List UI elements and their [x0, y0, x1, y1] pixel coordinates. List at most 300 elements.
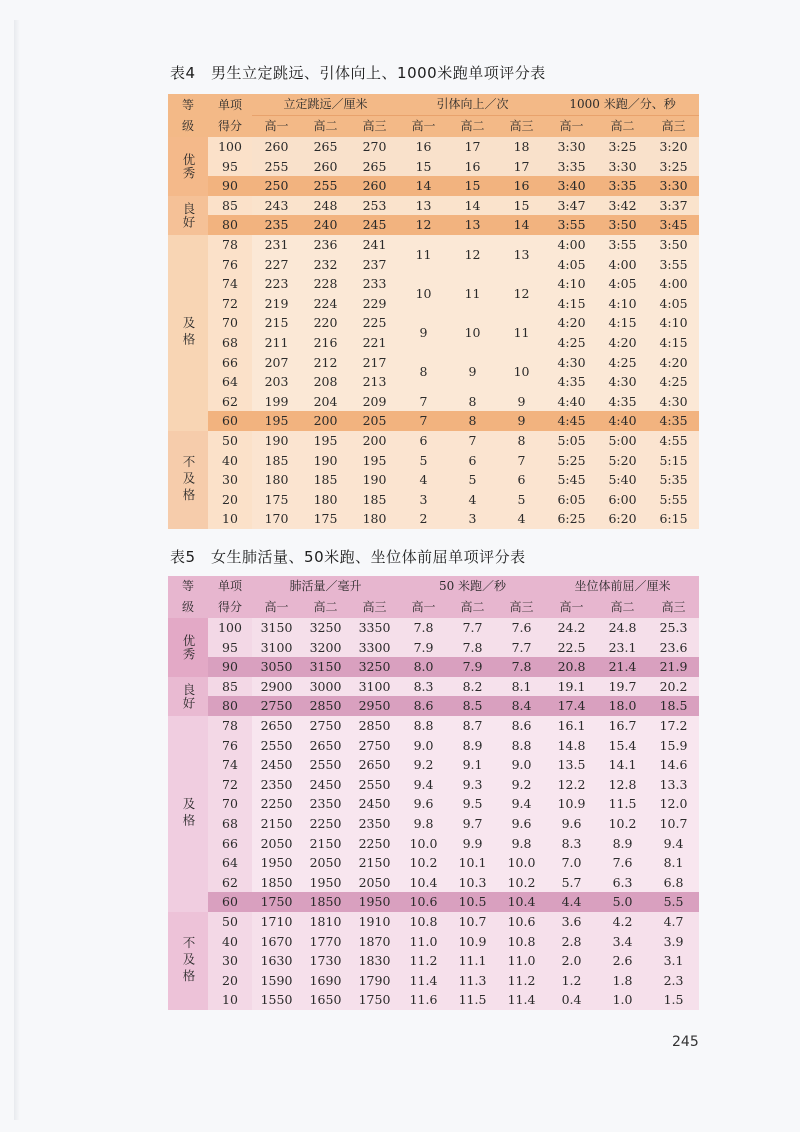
value-cell: 4	[448, 490, 497, 510]
score-cell: 76	[208, 255, 252, 275]
value-cell: 5	[448, 470, 497, 490]
table-row	[168, 157, 699, 177]
value-cell: 19.1	[546, 677, 597, 697]
value-cell: 7.0	[546, 853, 597, 873]
value-cell: 8.9	[448, 736, 497, 756]
value-cell: 8.8	[497, 736, 546, 756]
value-cell: 2450	[301, 775, 350, 795]
score-cell: 40	[208, 451, 252, 471]
value-cell: 213	[350, 372, 399, 392]
score-cell: 95	[208, 157, 252, 177]
value-cell: 13	[399, 196, 448, 216]
value-cell: 7	[448, 431, 497, 451]
value-cell: 7	[497, 451, 546, 471]
value-cell: 250	[252, 176, 301, 196]
value-cell: 8	[497, 431, 546, 451]
value-cell: 6.3	[597, 873, 648, 893]
score-cell: 80	[208, 696, 252, 716]
value-cell: 6	[399, 431, 448, 451]
score-cell: 70	[208, 313, 252, 333]
header-subcolumn: 高二	[301, 116, 350, 138]
value-cell: 17	[497, 157, 546, 177]
header-subcolumn: 高三	[497, 116, 546, 138]
value-cell: 24.8	[597, 618, 648, 638]
table-row	[168, 736, 699, 756]
value-cell: 16	[448, 157, 497, 177]
score-cell: 78	[208, 716, 252, 736]
score-cell: 68	[208, 814, 252, 834]
value-cell: 7.8	[448, 638, 497, 658]
value-cell: 9.4	[497, 794, 546, 814]
header-subcolumn: 高一	[399, 116, 448, 138]
value-cell: 4:45	[546, 411, 597, 431]
value-cell: 8.9	[597, 834, 648, 854]
header-group: 肺活量／毫升	[252, 576, 399, 597]
value-cell: 2.8	[546, 932, 597, 952]
header-subcolumn: 高二	[301, 597, 350, 618]
value-cell: 1690	[301, 971, 350, 991]
value-cell: 13	[448, 215, 497, 235]
score-cell: 60	[208, 892, 252, 912]
value-cell: 14	[497, 215, 546, 235]
value-cell: 0.4	[546, 990, 597, 1010]
value-cell: 8.8	[399, 716, 448, 736]
score-cell: 30	[208, 951, 252, 971]
value-cell: 8.0	[399, 657, 448, 677]
header-group: 坐位体前屈／厘米	[546, 576, 699, 597]
table-row	[168, 873, 699, 893]
value-cell: 5.0	[597, 892, 648, 912]
value-cell: 7.8	[399, 618, 448, 638]
value-cell: 2750	[252, 696, 301, 716]
value-cell: 16.7	[597, 716, 648, 736]
value-cell: 4.2	[597, 912, 648, 932]
value-cell: 5	[497, 490, 546, 510]
table-row	[168, 696, 699, 716]
value-cell: 9.8	[399, 814, 448, 834]
score-cell: 64	[208, 372, 252, 392]
table5-girls-score-table	[168, 576, 699, 1010]
value-cell: 4:10	[597, 294, 648, 314]
value-cell: 229	[350, 294, 399, 314]
header-subcolumn: 高二	[597, 116, 648, 138]
value-cell: 3200	[301, 638, 350, 658]
value-cell: 6:15	[648, 509, 699, 529]
value-cell: 19.7	[597, 677, 648, 697]
value-cell: 18.5	[648, 696, 699, 716]
score-cell: 64	[208, 853, 252, 873]
value-cell: 8.1	[648, 853, 699, 873]
value-cell: 3300	[350, 638, 399, 658]
value-cell: 1730	[301, 951, 350, 971]
value-cell: 3:30	[597, 157, 648, 177]
grade-label: 良好	[168, 196, 208, 235]
value-cell: 4:30	[546, 353, 597, 373]
score-cell: 85	[208, 677, 252, 697]
value-cell: 10.0	[497, 853, 546, 873]
value-cell: 216	[301, 333, 350, 353]
value-cell: 5.5	[648, 892, 699, 912]
value-cell: 2150	[252, 814, 301, 834]
value-cell: 4:40	[597, 411, 648, 431]
value-cell: 4:40	[546, 392, 597, 412]
table-row	[168, 990, 699, 1010]
value-cell: 10.9	[448, 932, 497, 952]
value-cell: 3100	[252, 638, 301, 658]
score-cell: 70	[208, 794, 252, 814]
value-cell: 2650	[350, 755, 399, 775]
value-cell: 8.1	[497, 677, 546, 697]
value-cell: 14	[399, 176, 448, 196]
value-cell: 15	[448, 176, 497, 196]
value-cell: 10.5	[448, 892, 497, 912]
value-cell: 2350	[350, 814, 399, 834]
value-cell: 8.3	[399, 677, 448, 697]
value-cell: 225	[350, 313, 399, 333]
score-cell: 78	[208, 235, 252, 255]
value-cell: 13	[497, 235, 546, 274]
value-cell: 3:50	[648, 235, 699, 255]
header-subcolumn: 高三	[350, 597, 399, 618]
value-cell: 2950	[350, 696, 399, 716]
value-cell: 12.2	[546, 775, 597, 795]
table-row	[168, 176, 699, 196]
value-cell: 2.3	[648, 971, 699, 991]
score-cell: 100	[208, 618, 252, 638]
value-cell: 11.2	[497, 971, 546, 991]
value-cell: 18	[497, 137, 546, 157]
value-cell: 23.6	[648, 638, 699, 658]
value-cell: 1650	[301, 990, 350, 1010]
value-cell: 4	[497, 509, 546, 529]
value-cell: 1550	[252, 990, 301, 1010]
value-cell: 5:40	[597, 470, 648, 490]
value-cell: 3:35	[546, 157, 597, 177]
value-cell: 12	[497, 274, 546, 313]
grade-label: 及格	[168, 716, 208, 912]
value-cell: 20.2	[648, 677, 699, 697]
value-cell: 255	[301, 176, 350, 196]
value-cell: 9.4	[648, 834, 699, 854]
value-cell: 2250	[301, 814, 350, 834]
value-cell: 4:15	[546, 294, 597, 314]
value-cell: 7.9	[399, 638, 448, 658]
table-row	[168, 716, 699, 736]
value-cell: 1.8	[597, 971, 648, 991]
value-cell: 15.4	[597, 736, 648, 756]
value-cell: 12.8	[597, 775, 648, 795]
value-cell: 6:00	[597, 490, 648, 510]
value-cell: 3:20	[648, 137, 699, 157]
value-cell: 9.8	[497, 834, 546, 854]
value-cell: 253	[350, 196, 399, 216]
value-cell: 3:35	[597, 176, 648, 196]
header-subcolumn: 高一	[252, 597, 301, 618]
value-cell: 3:37	[648, 196, 699, 216]
grade-label: 不及格	[168, 431, 208, 529]
value-cell: 200	[350, 431, 399, 451]
value-cell: 9.7	[448, 814, 497, 834]
score-cell: 40	[208, 932, 252, 952]
value-cell: 1590	[252, 971, 301, 991]
value-cell: 11.2	[399, 951, 448, 971]
value-cell: 2	[399, 509, 448, 529]
value-cell: 4:20	[597, 333, 648, 353]
value-cell: 4:55	[648, 431, 699, 451]
value-cell: 10.4	[497, 892, 546, 912]
value-cell: 240	[301, 215, 350, 235]
value-cell: 265	[350, 157, 399, 177]
value-cell: 3:25	[648, 157, 699, 177]
table4-boys-score-table	[168, 94, 699, 529]
value-cell: 227	[252, 255, 301, 275]
value-cell: 9.2	[497, 775, 546, 795]
value-cell: 2050	[252, 834, 301, 854]
value-cell: 7.7	[448, 618, 497, 638]
table-row	[168, 657, 699, 677]
value-cell: 3.9	[648, 932, 699, 952]
header-subcolumn: 高一	[399, 597, 448, 618]
table-row	[168, 196, 699, 216]
value-cell: 255	[252, 157, 301, 177]
value-cell: 265	[301, 137, 350, 157]
value-cell: 14.6	[648, 755, 699, 775]
value-cell: 11	[497, 313, 546, 352]
value-cell: 185	[350, 490, 399, 510]
value-cell: 15	[497, 196, 546, 216]
table-row	[168, 971, 699, 991]
value-cell: 3150	[252, 618, 301, 638]
value-cell: 180	[350, 509, 399, 529]
value-cell: 1630	[252, 951, 301, 971]
value-cell: 4:35	[546, 372, 597, 392]
value-cell: 1750	[350, 990, 399, 1010]
value-cell: 8.6	[399, 696, 448, 716]
value-cell: 10	[497, 353, 546, 392]
value-cell: 10.6	[497, 912, 546, 932]
header-group: 立定跳远／厘米	[252, 94, 399, 116]
table-row	[168, 912, 699, 932]
value-cell: 3.6	[546, 912, 597, 932]
value-cell: 9.0	[399, 736, 448, 756]
value-cell: 17.4	[546, 696, 597, 716]
table-row	[168, 235, 699, 255]
table-row	[168, 853, 699, 873]
header-group: 引体向上／次	[399, 94, 546, 116]
value-cell: 17.2	[648, 716, 699, 736]
table-row	[168, 215, 699, 235]
value-cell: 8.2	[448, 677, 497, 697]
value-cell: 5:05	[546, 431, 597, 451]
value-cell: 21.4	[597, 657, 648, 677]
table-row	[168, 490, 699, 510]
value-cell: 3:55	[597, 235, 648, 255]
value-cell: 25.3	[648, 618, 699, 638]
value-cell: 260	[350, 176, 399, 196]
value-cell: 243	[252, 196, 301, 216]
value-cell: 1810	[301, 912, 350, 932]
value-cell: 9.6	[497, 814, 546, 834]
table-row	[168, 274, 699, 294]
value-cell: 14.1	[597, 755, 648, 775]
value-cell: 11.5	[597, 794, 648, 814]
value-cell: 12	[448, 235, 497, 274]
value-cell: 1950	[350, 892, 399, 912]
table-row	[168, 755, 699, 775]
value-cell: 2150	[350, 853, 399, 873]
value-cell: 22.5	[546, 638, 597, 658]
header-subcolumn: 高一	[252, 116, 301, 138]
value-cell: 9.6	[399, 794, 448, 814]
grade-label: 优秀	[168, 618, 208, 677]
value-cell: 9	[497, 392, 546, 412]
value-cell: 4.4	[546, 892, 597, 912]
value-cell: 11	[448, 274, 497, 313]
value-cell: 10	[399, 274, 448, 313]
value-cell: 1710	[252, 912, 301, 932]
header-subcolumn: 高三	[648, 116, 699, 138]
value-cell: 223	[252, 274, 301, 294]
value-cell: 17	[448, 137, 497, 157]
score-cell: 72	[208, 775, 252, 795]
value-cell: 2450	[350, 794, 399, 814]
value-cell: 208	[301, 372, 350, 392]
value-cell: 8.5	[448, 696, 497, 716]
value-cell: 4:00	[648, 274, 699, 294]
value-cell: 3:25	[597, 137, 648, 157]
value-cell: 2550	[350, 775, 399, 795]
value-cell: 23.1	[597, 638, 648, 658]
value-cell: 24.2	[546, 618, 597, 638]
value-cell: 3050	[252, 657, 301, 677]
value-cell: 10.4	[399, 873, 448, 893]
value-cell: 245	[350, 215, 399, 235]
value-cell: 10.1	[448, 853, 497, 873]
value-cell: 228	[301, 274, 350, 294]
value-cell: 4:10	[546, 274, 597, 294]
score-cell: 60	[208, 411, 252, 431]
value-cell: 2900	[252, 677, 301, 697]
value-cell: 190	[301, 451, 350, 471]
value-cell: 6:25	[546, 509, 597, 529]
value-cell: 3:45	[648, 215, 699, 235]
table-row	[168, 618, 699, 638]
value-cell: 10.7	[648, 814, 699, 834]
value-cell: 8.3	[546, 834, 597, 854]
table4-caption: 表4 男生立定跳远、引体向上、1000米跑单项评分表	[170, 64, 546, 82]
value-cell: 3:47	[546, 196, 597, 216]
value-cell: 3:55	[648, 255, 699, 275]
value-cell: 4	[399, 470, 448, 490]
value-cell: 4:20	[546, 313, 597, 333]
table-row	[168, 677, 699, 697]
value-cell: 2.0	[546, 951, 597, 971]
value-cell: 6:20	[597, 509, 648, 529]
value-cell: 2350	[301, 794, 350, 814]
value-cell: 9.4	[399, 775, 448, 795]
value-cell: 233	[350, 274, 399, 294]
score-cell: 80	[208, 215, 252, 235]
value-cell: 3350	[350, 618, 399, 638]
value-cell: 14.8	[546, 736, 597, 756]
value-cell: 2250	[350, 834, 399, 854]
value-cell: 11.0	[399, 932, 448, 952]
grade-label: 不及格	[168, 912, 208, 1010]
value-cell: 217	[350, 353, 399, 373]
value-cell: 8	[448, 392, 497, 412]
value-cell: 199	[252, 392, 301, 412]
value-cell: 4:25	[648, 372, 699, 392]
value-cell: 1850	[252, 873, 301, 893]
table-row	[168, 451, 699, 471]
table-row	[168, 932, 699, 952]
value-cell: 3:50	[597, 215, 648, 235]
grade-label: 良好	[168, 677, 208, 716]
value-cell: 2850	[301, 696, 350, 716]
score-cell: 10	[208, 509, 252, 529]
table-row	[168, 775, 699, 795]
value-cell: 7.7	[497, 638, 546, 658]
score-cell: 74	[208, 274, 252, 294]
value-cell: 4:05	[546, 255, 597, 275]
value-cell: 224	[301, 294, 350, 314]
value-cell: 3250	[350, 657, 399, 677]
table-row	[168, 814, 699, 834]
value-cell: 175	[301, 509, 350, 529]
score-cell: 76	[208, 736, 252, 756]
table-row	[168, 834, 699, 854]
value-cell: 10.2	[399, 853, 448, 873]
value-cell: 9	[497, 411, 546, 431]
value-cell: 185	[301, 470, 350, 490]
value-cell: 20.8	[546, 657, 597, 677]
score-cell: 68	[208, 333, 252, 353]
value-cell: 170	[252, 509, 301, 529]
value-cell: 4:10	[648, 313, 699, 333]
value-cell: 7.8	[497, 657, 546, 677]
value-cell: 2.6	[597, 951, 648, 971]
value-cell: 4.7	[648, 912, 699, 932]
value-cell: 6	[497, 470, 546, 490]
value-cell: 5	[399, 451, 448, 471]
value-cell: 2450	[252, 755, 301, 775]
score-cell: 50	[208, 431, 252, 451]
value-cell: 9.0	[497, 755, 546, 775]
page-number: 245	[672, 1034, 699, 1050]
value-cell: 5:35	[648, 470, 699, 490]
table-row	[168, 137, 699, 157]
value-cell: 219	[252, 294, 301, 314]
value-cell: 237	[350, 255, 399, 275]
value-cell: 5:15	[648, 451, 699, 471]
value-cell: 4:25	[546, 333, 597, 353]
value-cell: 4:20	[648, 353, 699, 373]
value-cell: 11.1	[448, 951, 497, 971]
value-cell: 4:30	[648, 392, 699, 412]
value-cell: 205	[350, 411, 399, 431]
header-group: 1000 米跑／分、秒	[546, 94, 699, 116]
value-cell: 8	[448, 411, 497, 431]
score-cell: 50	[208, 912, 252, 932]
value-cell: 8.7	[448, 716, 497, 736]
value-cell: 1830	[350, 951, 399, 971]
value-cell: 211	[252, 333, 301, 353]
score-cell: 30	[208, 470, 252, 490]
value-cell: 1.2	[546, 971, 597, 991]
value-cell: 10.8	[497, 932, 546, 952]
value-cell: 1.5	[648, 990, 699, 1010]
value-cell: 11.3	[448, 971, 497, 991]
